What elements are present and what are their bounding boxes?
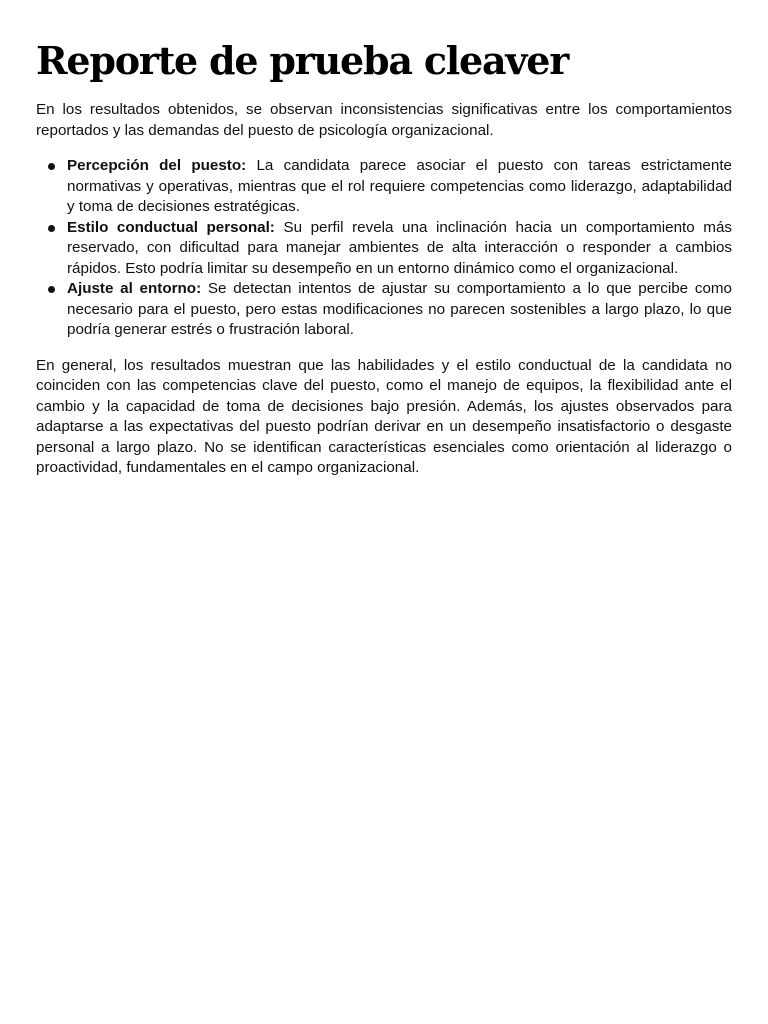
findings-list (36, 156, 732, 341)
list-item-text: Se detectan intentos de ajustar su comportamiento a lo que percibe como necesario para el puesto, pero estas modificaciones no parecen sostenibles a largo plazo, lo que podría generar estrés o frustración laboral. (67, 280, 732, 338)
bullet-icon (48, 286, 55, 293)
list-item-label: Percepción del puesto: (67, 157, 247, 174)
list-item-text: Su perfil revela una inclinación hacia un comportamiento más reservado, con dificultad para manejar ambientes de alta interacción o responder a cambios rápidos. Esto podría limitar su desempeño en un entorno dinámico como el organizacional. (67, 218, 732, 277)
list-item (36, 279, 732, 341)
list-item-label: Ajuste al entorno: (67, 280, 202, 297)
bullet-icon (48, 225, 55, 232)
document-title: Reporte de prueba cleaver (36, 38, 569, 83)
list-item (36, 218, 732, 280)
list-item-text: La candidata parece asociar el puesto con tareas estrictamente normativas y operativas, mientras que el rol requiere competencias como liderazgo, adaptabilidad y toma de decisiones estratégicas. (67, 157, 732, 215)
list-item (36, 156, 732, 218)
bullet-icon (48, 163, 55, 170)
intro-paragraph: En los resultados obtenidos, se observan inconsistencias significativas entre los comportamientos reportados y las demandas del puesto de psicología organizacional. (36, 101, 732, 139)
document-page (36, 38, 732, 479)
conclusion-paragraph: En general, los resultados muestran que las habilidades y el estilo conductual de la candidata no coinciden con las competencias clave del puesto, como el manejo de equipos, la flexibilidad ante el cambio y la capacidad de toma de decisiones bajo presión. Además, los ajustes observados para adaptarse a las expectativas del puesto podrían derivar en un desempeño insatisfactorio o desgaste personal a largo plazo. No se identifican características esenciales como orientación al liderazgo o proactividad, fundamentales en el campo organizacional. (36, 356, 732, 476)
list-item-label: Estilo conductual personal: (67, 218, 275, 236)
